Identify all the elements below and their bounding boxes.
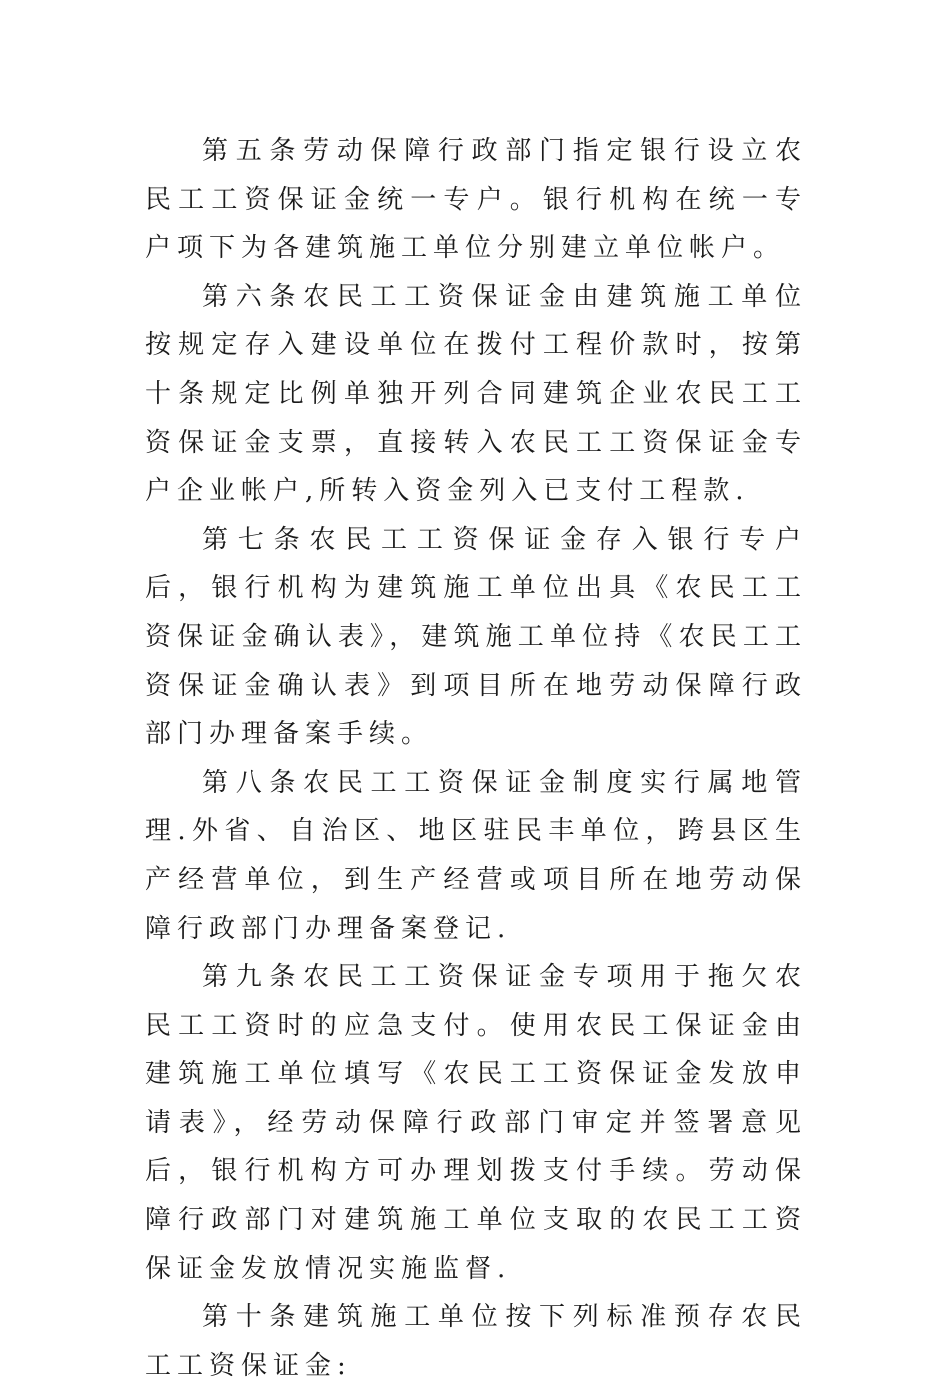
article-10-paragraph: 第十条建筑施工单位按下列标准预存农民工工资保证金:	[145, 1302, 807, 1381]
document-body	[145, 127, 807, 1390]
article-8-paragraph: 第八条农民工工资保证金制度实行属地管理.外省、自治区、地区驻民丰单位，跨县区生产经营单位，到生产经营或项目所在地劳动保障行政部门办理备案登记.	[145, 767, 807, 944]
article-5-paragraph: 第五条劳动保障行政部门指定银行设立农民工工资保证金统一专户。银行机构在统一专户项下为各建筑施工单位分别建立单位帐户。	[145, 136, 807, 264]
article-7-paragraph: 第七条农民工工资保证金存入银行专户后，银行机构为建筑施工单位出具《农民工工资保证金确认表》，建筑施工单位持《农民工工资保证金确认表》到项目所在地劳动保障行政部门办理备案手续。	[145, 524, 807, 750]
article-9-paragraph: 第九条农民工工资保证金专项用于拖欠农民工工资时的应急支付。使用农民工保证金由建筑施工单位填写《农民工工资保证金发放申请表》，经劳动保障行政部门审定并签署意见后，银行机构方可办理划拨支付手续。劳动保障行政部门对建筑施工单位支取的农民工工资保证金发放情况实施监督.	[145, 962, 807, 1284]
article-6-paragraph: 第六条农民工工资保证金由建筑施工单位按规定存入建设单位在拨付工程价款时，按第十条规定比例单独开列合同建筑企业农民工工资保证金支票，直接转入农民工工资保证金专户企业帐户,所转入资金列入已支付工程款.	[145, 281, 807, 507]
